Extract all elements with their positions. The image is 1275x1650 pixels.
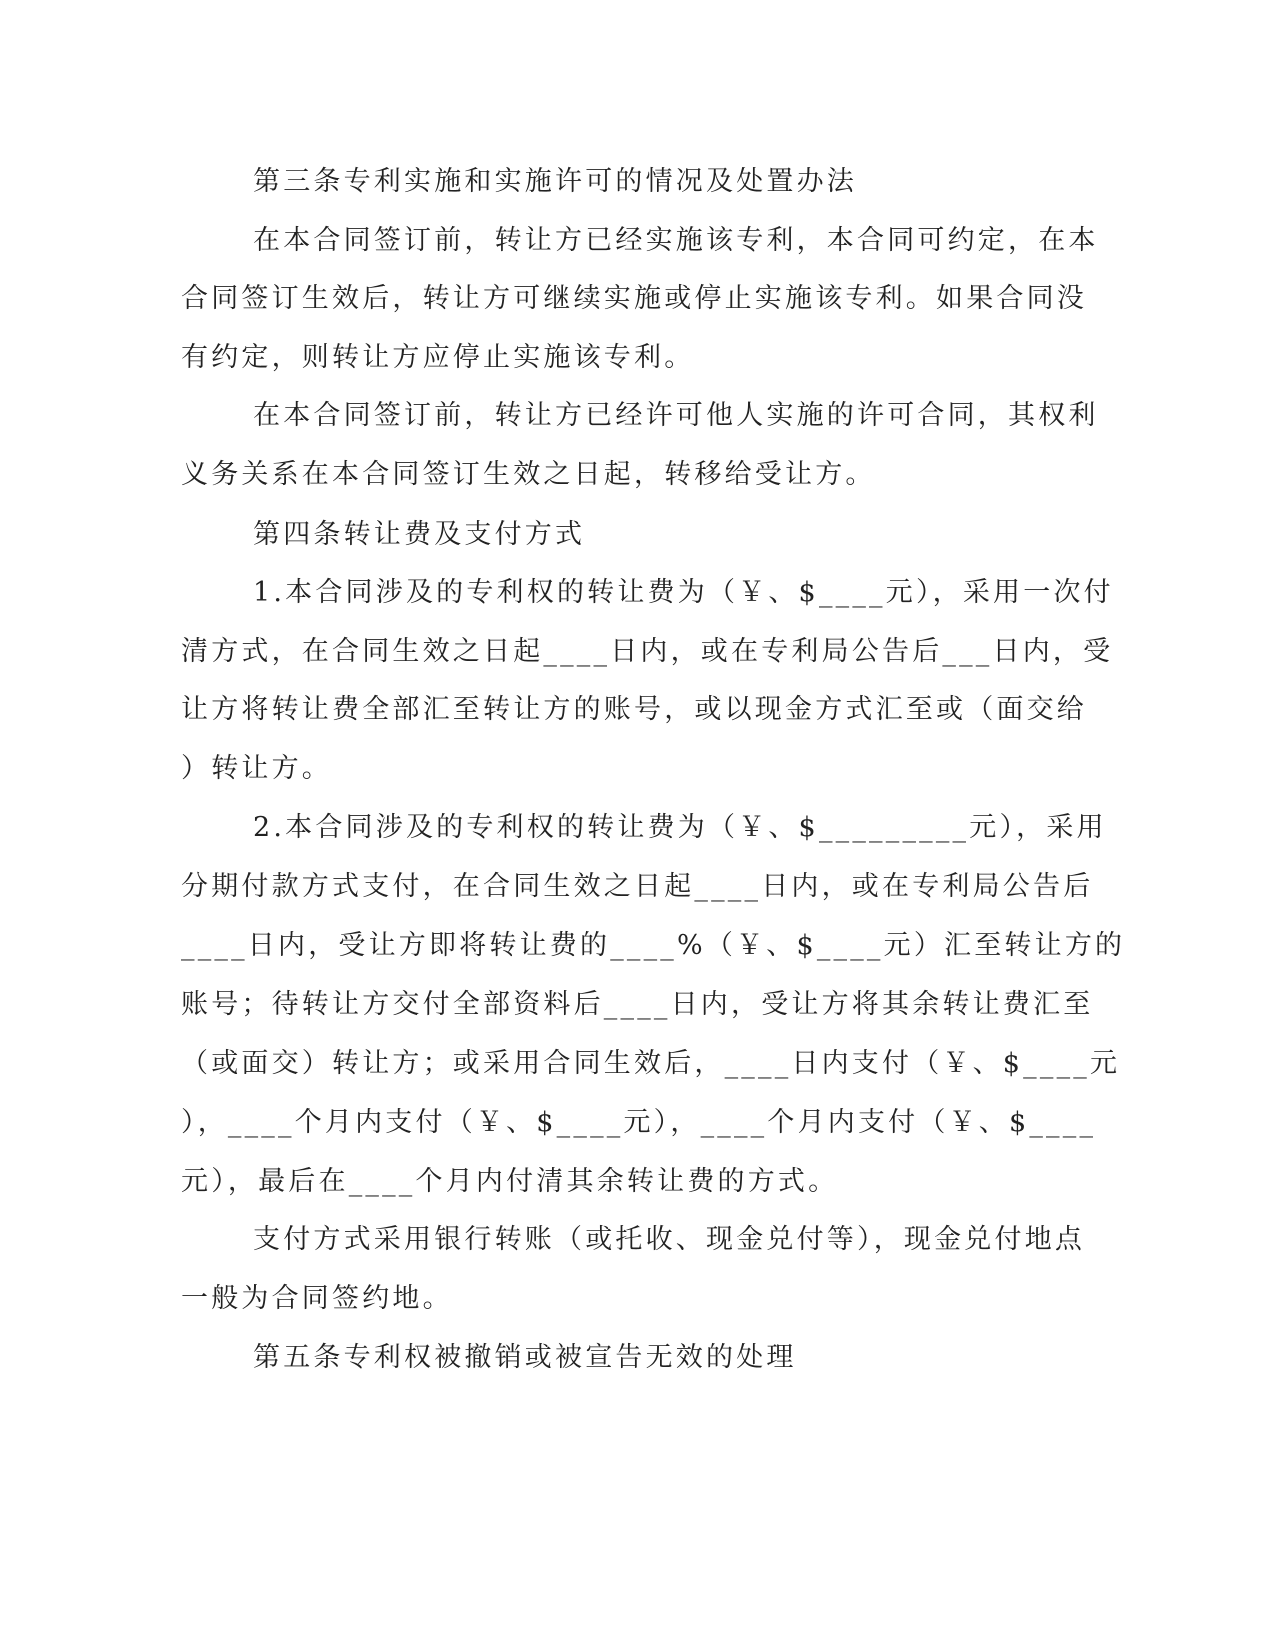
paragraph-line: ），____个月内支付（￥、$____元），____个月内支付（￥、$____ xyxy=(181,1107,1097,1138)
article-4-heading: 第四条转让费及支付方式 xyxy=(253,519,586,550)
paragraph-line: 分期付款方式支付，在合同生效之日起____日内，或在专利局公告后 xyxy=(181,871,1094,902)
paragraph-line: 义务关系在本合同签订生效之日起，转移给受让方。 xyxy=(181,459,876,490)
paragraph-line: 在本合同签订前，转让方已经许可他人实施的许可合同，其权利 xyxy=(253,400,1099,431)
paragraph-line: ）转让方。 xyxy=(181,753,332,784)
paragraph-line: 账号；待转让方交付全部资料后____日内，受让方将其余转让费汇至 xyxy=(181,989,1094,1020)
paragraph-line: 清方式，在合同生效之日起____日内，或在专利局公告后___日内，受 xyxy=(181,636,1114,667)
paragraph-line: 元），最后在____个月内付清其余转让费的方式。 xyxy=(181,1166,839,1197)
paragraph-line: 让方将转让费全部汇至转让方的账号，或以现金方式汇至或（面交给 xyxy=(181,694,1087,725)
article-3-heading: 第三条专利实施和实施许可的情况及处置办法 xyxy=(253,166,857,197)
paragraph-line: 一般为合同签约地。 xyxy=(181,1283,453,1314)
paragraph-line: 有约定，则转让方应停止实施该专利。 xyxy=(181,342,695,373)
paragraph-line: ____日内，受让方即将转让费的____%（￥、$____元）汇至转让方的 xyxy=(181,930,1126,961)
paragraph-line: （或面交）转让方；或采用合同生效后，____日内支付（￥、$____元 xyxy=(181,1048,1121,1079)
paragraph-line: 1.本合同涉及的专利权的转让费为（￥、$____元），采用一次付 xyxy=(253,577,1114,608)
article-5-heading: 第五条专利权被撤销或被宣告无效的处理 xyxy=(253,1342,797,1373)
paragraph-line: 支付方式采用银行转账（或托收、现金兑付等），现金兑付地点 xyxy=(253,1224,1086,1255)
paragraph-line: 2.本合同涉及的专利权的转让费为（￥、$_________元），采用 xyxy=(253,812,1107,843)
paragraph-line: 在本合同签订前，转让方已经实施该专利，本合同可约定，在本 xyxy=(253,225,1099,256)
paragraph-line: 合同签订生效后，转让方可继续实施或停止实施该专利。如果合同没 xyxy=(181,283,1087,314)
